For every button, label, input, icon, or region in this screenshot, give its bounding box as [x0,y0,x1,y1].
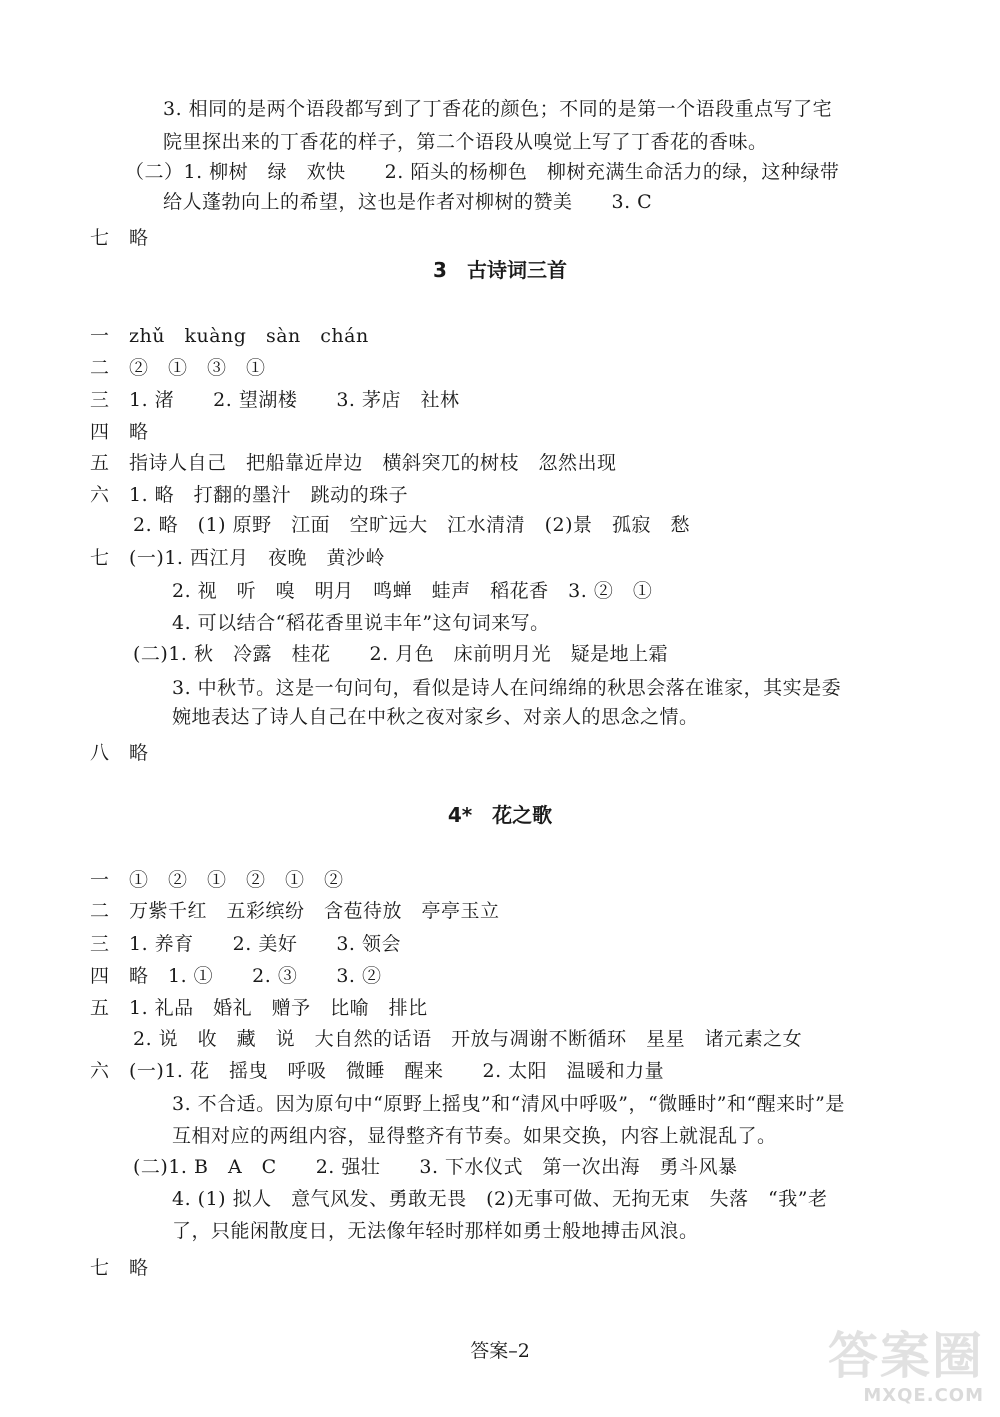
page-number: 答案–2 [470,1340,530,1362]
text-line: (二)1. B A C 2. 强壮 3. 下水仪式 第一次出海 勇斗风暴 [133,1156,738,1178]
text-line: 七 略 [90,1257,149,1279]
text-line: 互相对应的两组内容，显得整齐有节奏。如果交换，内容上就混乱了。 [172,1125,777,1147]
text-line: 八 略 [90,742,149,764]
text-line: 给人蓬勃向上的希望，这也是作者对柳树的赞美 3. C [163,191,653,213]
text-line: 五 1. 礼品 婚礼 赠予 比喻 排比 [90,997,428,1019]
text-line: 4. (1) 拟人 意气风发、勇敢无畏 (2)无事可做、无拘无束 失落 “我”老 [172,1188,828,1210]
text-line: 七 (一)1. 西江月 夜晚 黄沙岭 [90,547,385,569]
text-line: 院里探出来的丁香花的样子，第二个语段从嗅觉上写了丁香花的香味。 [163,131,768,153]
watermark-text: 答案圈 [828,1327,984,1385]
text-line: 七 略 [90,227,149,249]
text-line: 四 略 1. ① 2. ③ 3. ② [90,965,382,987]
watermark-url: MXQE.COM [863,1385,984,1406]
text-line: 3. 中秋节。这是一句问句，看似是诗人在问绵绵的秋思会落在谁家，其实是委 [172,677,842,699]
section-title: 4* 花之歌 [447,803,553,827]
text-line: 2. 视 听 嗅 明月 鸣蝉 蛙声 稻花香 3. ② ① [172,580,653,602]
text-line: 二 ② ① ③ ① [90,357,266,379]
text-line: 六 (一)1. 花 摇曳 呼吸 微睡 醒来 2. 太阳 温暖和力量 [90,1060,665,1082]
text-line: 三 1. 养育 2. 美好 3. 领会 [90,933,402,955]
text-line: 二 万紫千红 五彩缤纷 含苞待放 亭亭玉立 [90,900,500,922]
watermark-logo [826,1327,994,1413]
text-line: 五 指诗人自己 把船靠近岸边 横斜突兀的树枝 忽然出现 [90,452,617,474]
text-line: （二）1. 柳树 绿 欢快 2. 陌头的杨柳色 柳树充满生命活力的绿，这种绿带 [125,161,840,183]
section-title: 3 古诗词三首 [433,258,567,282]
text-line: 了，只能闲散度日，无法像年轻时那样如勇士般地搏击风浪。 [172,1220,699,1242]
text-line: 三 1. 渚 2. 望湖楼 3. 茅店 社林 [90,389,460,411]
text-line: 一 ① ② ① ② ① ② [90,869,344,891]
text-line: 四 略 [90,421,149,443]
text-line: 3. 相同的是两个语段都写到了丁香花的颜色；不同的是第一个语段重点写了宅 [163,98,833,120]
text-line: 六 1. 略 打翻的墨汁 跳动的珠子 [90,484,409,506]
text-line: 3. 不合适。因为原句中“原野上摇曳”和“清风中呼吸”，“微睡时”和“醒来时”是 [172,1093,845,1115]
text-line: 2. 说 收 藏 说 大自然的话语 开放与凋谢不断循环 星星 诸元素之女 [133,1028,803,1050]
text-line: 婉地表达了诗人自己在中秋之夜对家乡、对亲人的思念之情。 [172,706,699,728]
text-line: 4. 可以结合“稻花香里说丰年”这句词来写。 [172,612,550,634]
text-line: 一 zhǔ kuàng sàn chán [90,325,369,347]
text-line: (二)1. 秋 冷露 桂花 2. 月色 床前明月光 疑是地上霜 [133,643,669,665]
text-line: 2. 略 (1) 原野 江面 空旷远大 江水清清 (2)景 孤寂 愁 [133,514,691,536]
